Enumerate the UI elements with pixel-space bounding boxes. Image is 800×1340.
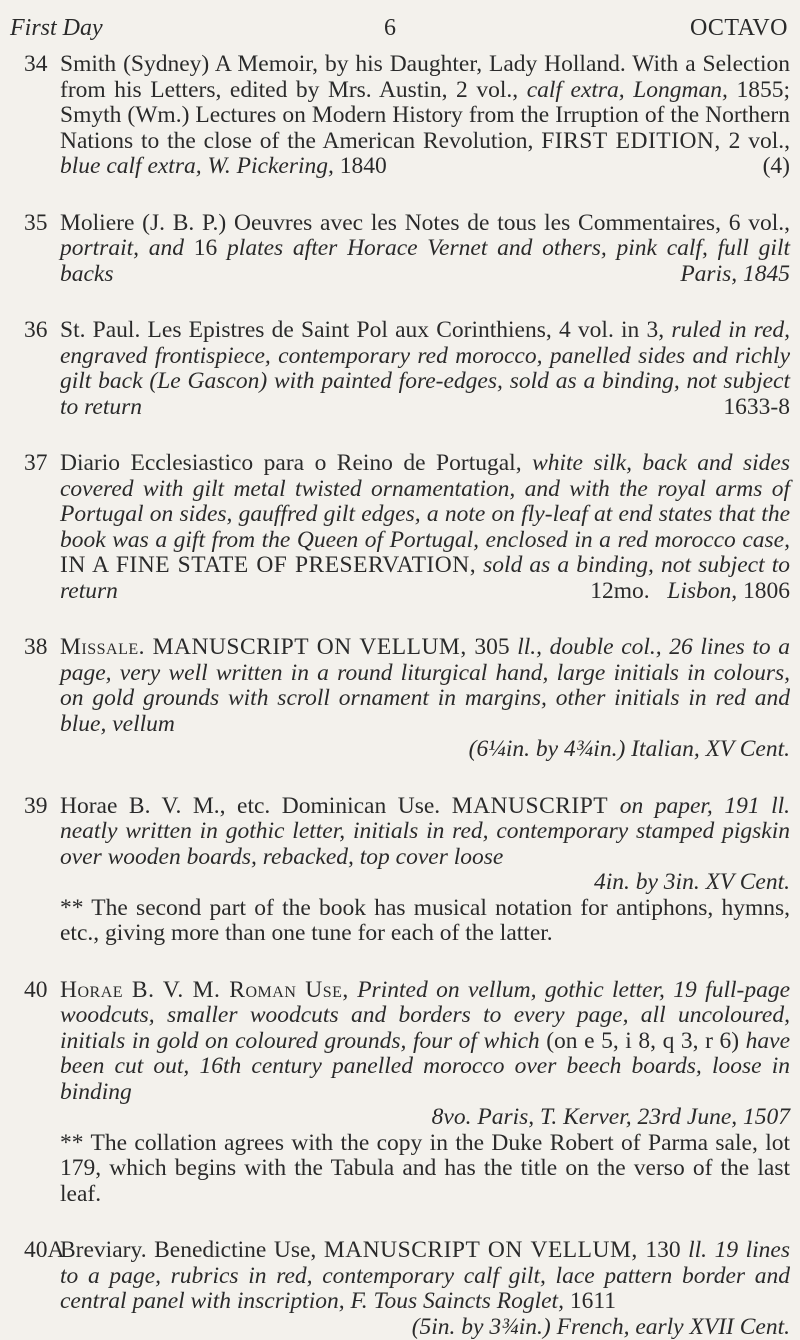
lot-number: 36: [24, 318, 60, 344]
lot-text: Breviary. Benedictine Use,: [60, 1237, 316, 1263]
lot-text-caps: MANUSCRIPT ON VELLUM,: [324, 1237, 638, 1263]
lot-text-caps: Horae B. V. M. Roman Use,: [60, 977, 349, 1003]
lot-entry: [0, 318, 800, 420]
lot-text-caps: MANUSCRIPT ON VELLUM,: [153, 634, 467, 660]
lot-text: 16: [194, 235, 218, 261]
lot-count: (4): [763, 154, 790, 180]
lot-text: 1840: [340, 153, 387, 179]
lot-number: 39: [24, 794, 60, 820]
lot-text-italic: blue calf extra, W. Pickering,: [60, 153, 334, 179]
lot-text: 2 vol.,: [729, 128, 790, 154]
spacer: [0, 180, 800, 211]
spacer: [0, 947, 800, 978]
lot-entry: [0, 451, 800, 604]
lot-description: [60, 318, 790, 420]
lot-entry: [0, 1238, 800, 1315]
lot-description: [60, 635, 790, 763]
lot-text-italic: ruled in red, engraved frontispiece, contemporary red morocco, panelled sides and richly gilt back (Le Gascon) with painted fore-edges, sold as a binding, not subject to return: [60, 317, 790, 420]
lot-number: 40: [24, 978, 60, 1004]
lot-text-italic: plates after Horace Vernet and others, pink calf, full gilt backs: [60, 235, 790, 287]
lot-text: St. Paul. Les Epistres de Saint Pol aux Corinthiens, 4 vol. in 3,: [60, 317, 664, 343]
lot-description: [60, 794, 790, 947]
lot-description: [60, 978, 790, 1208]
lot-dimensions: 4in. by 3in. XV Cent.: [60, 870, 790, 896]
lot-text-caps: IN A FINE STATE OF PRESERVATION,: [60, 552, 476, 578]
page-header: [10, 8, 788, 48]
lot-text-italic: white silk, back and sides covered with gilt metal twisted ornamentation, and with the royal arms of Portugal on sides, gauffred gilt edges, a note on fly-leaf at end states that the book was a gift from the Queen of Portugal, enclosed in a red morocco case,: [60, 450, 790, 553]
lot-number: 35: [24, 211, 60, 237]
lot-imprint: Paris, 1845: [680, 262, 790, 288]
lot-number: 38: [24, 635, 60, 661]
lot-text-caps: FIRST EDITION,: [541, 128, 721, 154]
lot-text: Horae B. V. M., etc. Dominican Use.: [60, 793, 440, 819]
lot-text-italic: sold as a binding, not subject to return: [60, 552, 790, 604]
header-section-title: First Day: [10, 8, 103, 48]
lot-entry: [0, 635, 800, 763]
lot-text-caps: MANUSCRIPT: [452, 793, 608, 819]
lot-text-caps: Missale.: [60, 634, 145, 660]
lot-description: [60, 52, 790, 180]
lot-note-text: The second part of the book has musical notation for antiphons, hymns, etc., giving more than one tune for each of the latter.: [60, 895, 790, 947]
lot-text: (on e 5, i 8, q 3, r 6): [546, 1028, 739, 1054]
lot-date: 1633-8: [723, 395, 790, 421]
lot-text: Smith (Sydney) A Memoir, by his Daughter, Lady Holland. With a Selection from his Letters, edited by Mrs. Austin, 2 vol.,: [60, 51, 790, 103]
asterism-mark: **: [60, 895, 84, 921]
lot-entry: [0, 978, 800, 1208]
lot-note: [60, 1131, 790, 1208]
lot-text: 130: [645, 1237, 680, 1263]
lot-place: Lisbon,: [667, 578, 737, 604]
lot-text-italic: ll. 19 lines to a page, rubrics in red, contemporary calf gilt, lace pattern border and central panel with inscription, F. Tous Saincts Roglet,: [60, 1237, 790, 1314]
catalogue-entries: [0, 52, 800, 1340]
asterism-mark: **: [60, 1130, 84, 1156]
lot-format: 12mo.: [590, 578, 649, 604]
lot-dimensions: (5in. by 3¾in.) French, early XVII Cent.: [412, 1315, 790, 1340]
lot-text: 1855; Smyth (Wm.) Lectures on Modern History from the Irruption of the Northern Nations to the close of the American Revolution,: [60, 77, 790, 154]
lot-text-italic: have been cut out, 16th century panelled morocco over beech boards, loose in binding: [60, 1028, 790, 1105]
lot-text-italic: calf extra, Longman,: [527, 77, 728, 103]
lot-note-text: The collation agrees with the copy in the Duke Robert of Parma sale, lot 179, which begins with the Tabula and has the title on the verso of the last leaf.: [60, 1130, 790, 1207]
lot-text-italic: ll., double col., 26 lines to a page, very well written in a round liturgical hand, large initials in colours, on gold grounds with scroll ornament in margins, other initials in red and blue, vellum: [60, 634, 790, 737]
lot-text-italic: 191 ll. neatly written in gothic letter, initials in red, contemporary stamped pigskin over wooden boards, rebacked, top cover loose: [60, 793, 790, 870]
lot-note: [60, 896, 790, 947]
lot-entry: [0, 211, 800, 288]
lot-number: 40A: [24, 1238, 60, 1264]
lot-text: 1611: [570, 1288, 616, 1314]
spacer: [0, 287, 800, 318]
lot-text: Moliere (J. B. P.) Oeuvres avec les Notes de tous les Commentaires, 6 vol.,: [60, 210, 790, 236]
header-format: OCTAVO: [690, 8, 788, 48]
lot-description: [60, 451, 790, 604]
lot-text: 305: [474, 634, 509, 660]
page-number: 6: [384, 8, 396, 48]
spacer: [0, 604, 800, 635]
lot-date: 1806: [743, 578, 790, 604]
lot-description: [60, 211, 790, 288]
lot-number: 34: [24, 52, 60, 78]
lot-text-italic: Printed on vellum, gothic letter, 19 full-page woodcuts, smaller woodcuts and borders to every page, all uncoloured, initials in gold on coloured grounds, four of which: [60, 977, 790, 1054]
spacer: [0, 1207, 800, 1238]
spacer: [0, 763, 800, 794]
lot-description: [60, 1238, 790, 1315]
lot-text: Diario Ecclesiastico para o Reino de Portugal,: [60, 450, 522, 476]
lot-entry: [0, 794, 800, 947]
lot-text-italic: on paper,: [620, 793, 713, 819]
lot-entry: [0, 52, 800, 180]
lot-number: 37: [24, 451, 60, 477]
lot-dimensions: (6¼in. by 4¾in.) Italian, XV Cent.: [60, 737, 790, 763]
spacer: [0, 420, 800, 451]
lot-imprint: 8vo. Paris, T. Kerver, 23rd June, 1507: [60, 1105, 790, 1131]
lot-text-italic: portrait, and: [60, 235, 184, 261]
